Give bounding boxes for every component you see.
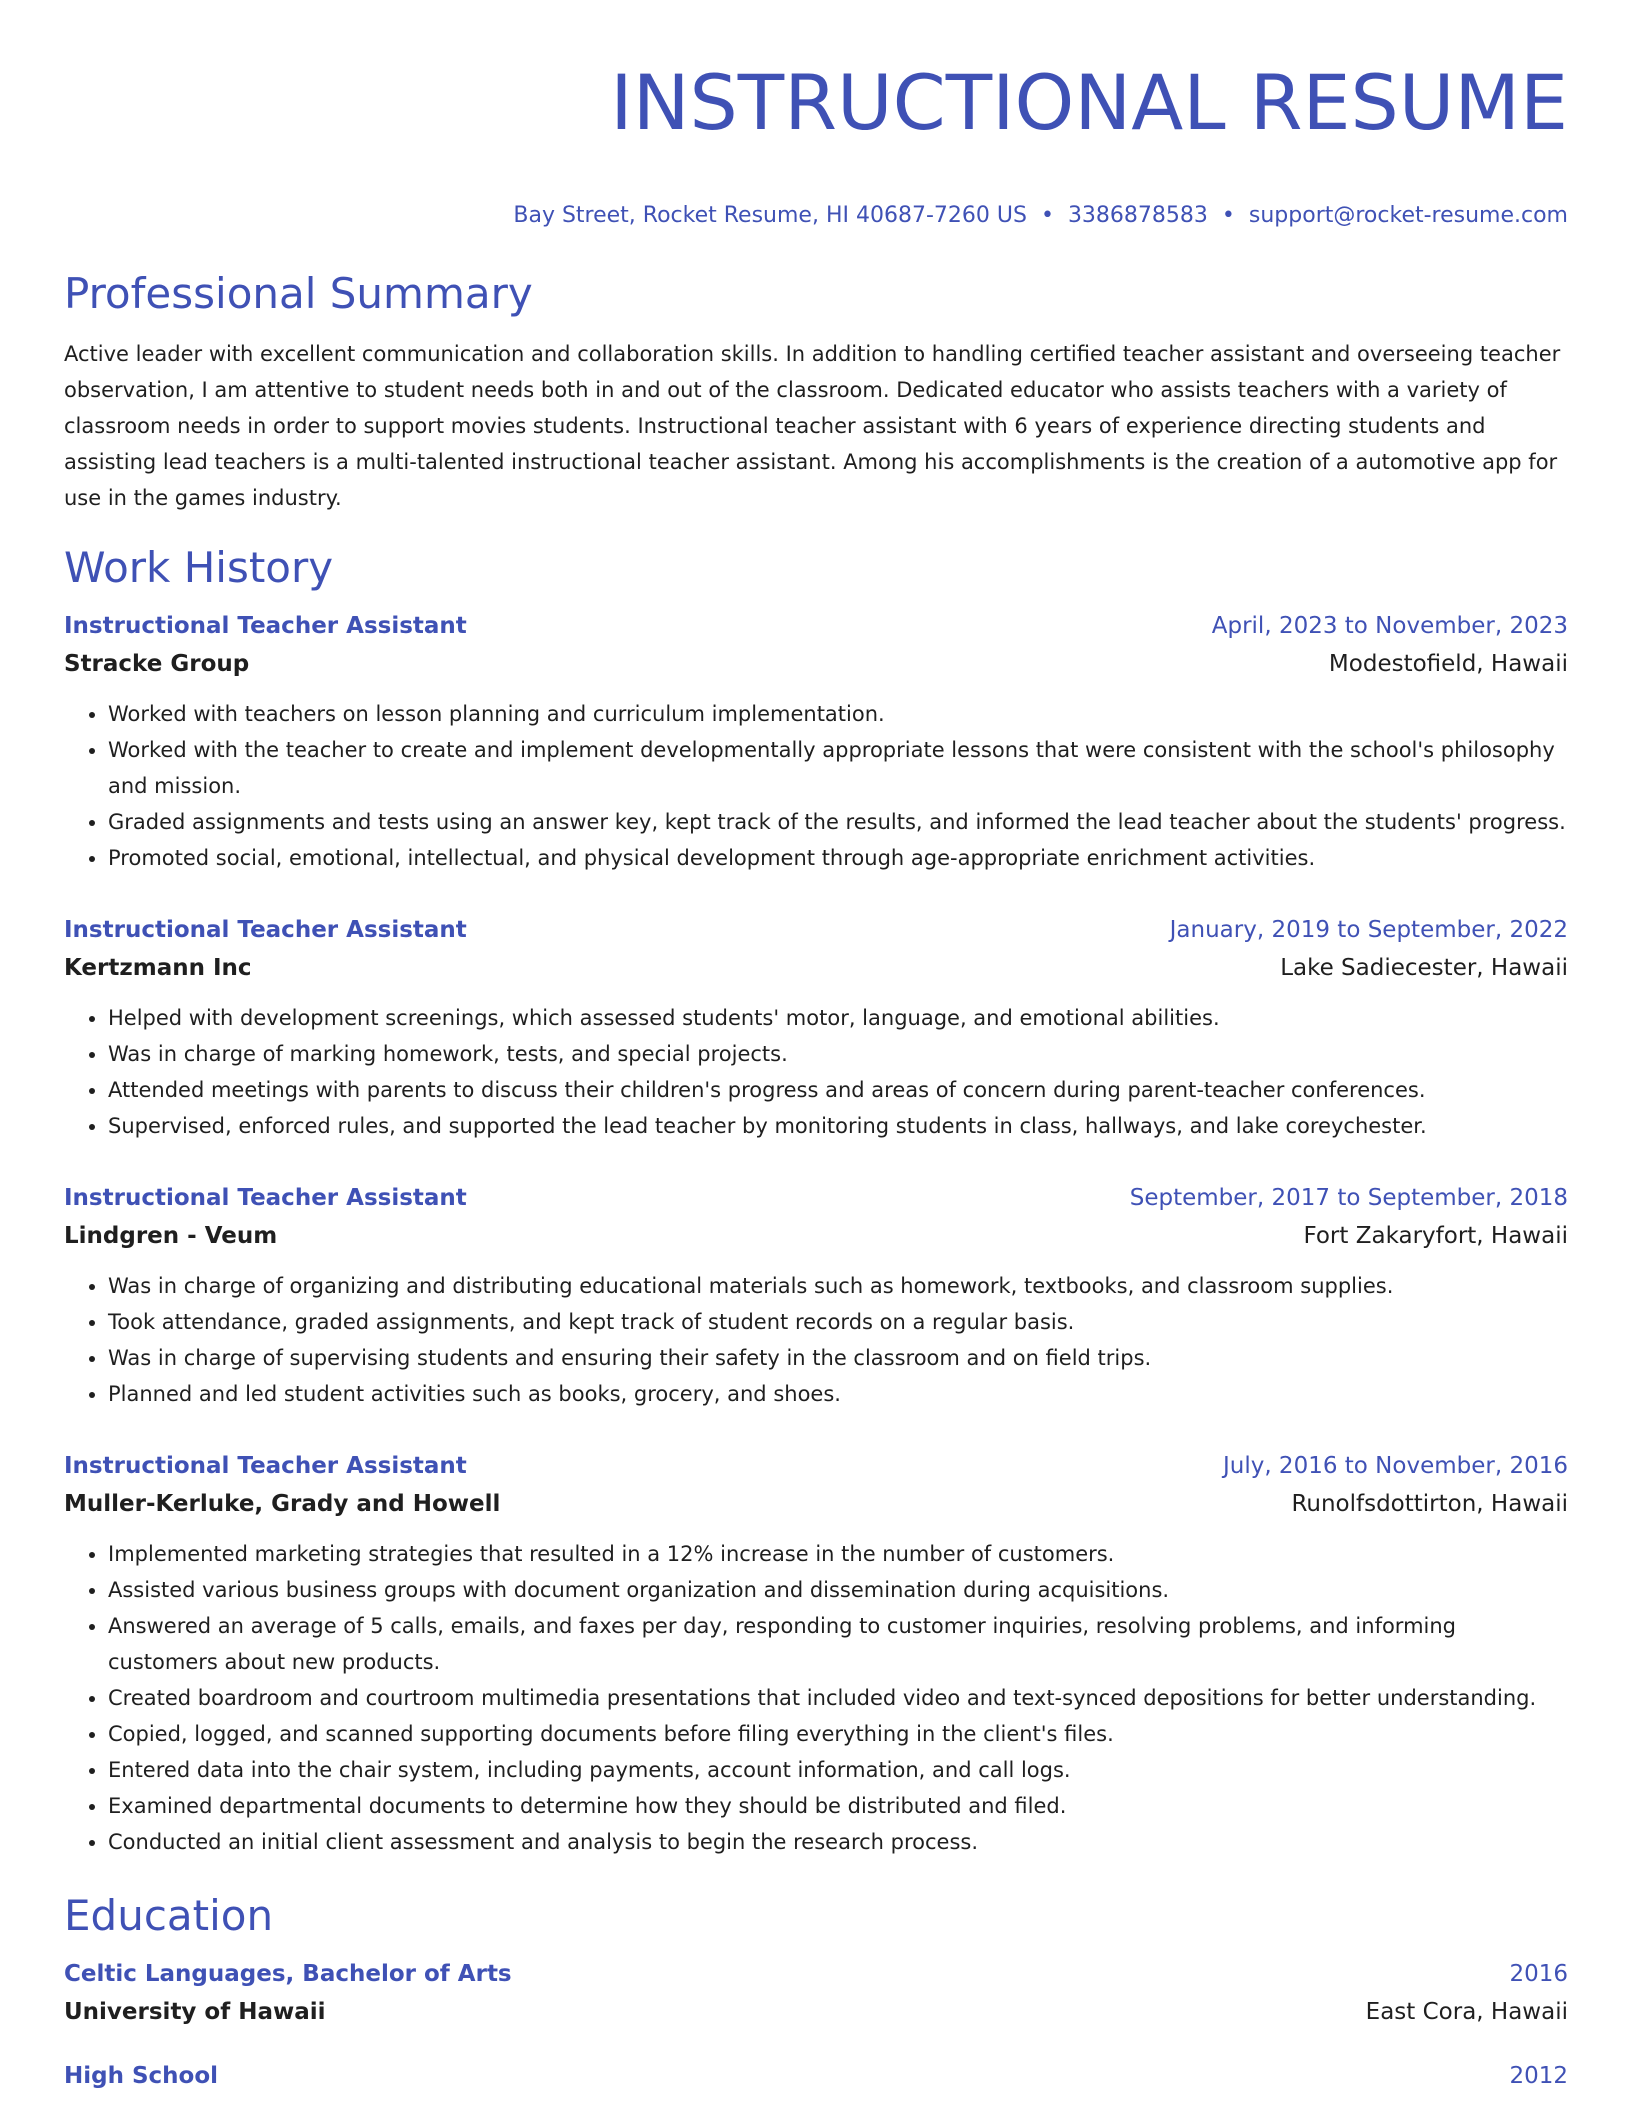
education-heading: Education [64,1891,274,1940]
job-location: Fort Zakaryfort, Hawaii [1303,1223,1568,1249]
contact-phone: 3386878583 [1067,203,1208,228]
job-company: Kertzmann Inc [64,955,252,981]
job-company-row [64,644,1568,684]
job-bullet: • Examined departmental documents to determine how they should be distributed and filed. [108,1788,1568,1824]
job-dates: January, 2019 to September, 2022 [1169,917,1568,943]
contact-separator: • [1221,203,1235,228]
education-school: University of Hawaii [64,1999,326,2025]
job-header-row [64,1448,1568,1484]
job-bullet: • Answered an average of 5 calls, emails, and faxes per day, responding to customer inquiries, resolving problems, and informing customers about new products. [108,1608,1568,1680]
job-title: Instructional Teacher Assistant [64,1185,467,1211]
job-company: Stracke Group [64,651,250,677]
job-header-row [64,1180,1568,1216]
job-header-row [64,912,1568,948]
job-bullet: • Planned and led student activities such as books, grocery, and shoes. [108,1376,1568,1412]
job-title: Instructional Teacher Assistant [64,613,467,639]
job-location: Modestofield, Hawaii [1328,651,1568,677]
job-bullet: • Graded assignments and tests using an answer key, kept track of the results, and informed the lead teacher about the students' progress. [108,804,1568,840]
job-entry [64,1448,1568,1860]
contact-line [64,202,1568,230]
work-history-heading: Work History [64,543,334,592]
job-bullet: • Conducted an initial client assessment and analysis to begin the research process. [108,1824,1568,1860]
education-location: East Cora, Hawaii [1365,1999,1568,2025]
job-company-row [64,948,1568,988]
summary-heading: Professional Summary [64,269,533,318]
job-bullet: • Attended meetings with parents to discuss their children's progress and areas of concern during parent-teacher conferences. [108,1072,1568,1108]
education-degree: Celtic Languages, Bachelor of Arts [64,1961,512,1987]
job-bullet: • Helped with development screenings, which assessed students' motor, language, and emotional abilities. [108,1000,1568,1036]
job-entry [64,608,1568,876]
job-entry [64,1180,1568,1412]
education-degree: High School [64,2063,219,2089]
education-year: 2012 [1509,2063,1568,2089]
job-bullets [64,696,1568,876]
job-dates: July, 2016 to November, 2016 [1222,1453,1568,1479]
job-bullets [64,1000,1568,1144]
education-entry [64,1956,1568,2032]
job-bullet: • Worked with teachers on lesson planning and curriculum implementation. [108,696,1568,732]
job-entry [64,912,1568,1144]
job-bullet: • Implemented marketing strategies that resulted in a 12% increase in the number of customers. [108,1536,1568,1572]
job-bullet: • Worked with the teacher to create and implement developmentally appropriate lessons that were consistent with the school's philosophy and mission. [108,732,1568,804]
job-bullet: • Assisted various business groups with document organization and dissemination during acquisitions. [108,1572,1568,1608]
summary-text: Active leader with excellent communication and collaboration skills. In addition to handling certified teacher assistant and overseeing teacher observation, I am attentive to student needs both in and out of the classroom. Dedicated educator who assists teachers with a variety of classroom needs in order to support movies students. Instructional teacher assistant with 6 years of experience directing students and assisting lead teachers is a multi-talented instructional teacher assistant. Among his accomplishments is the creation of a automotive app for use in the games industry. [64,342,1561,510]
job-company: Lindgren - Veum [64,1223,278,1249]
job-company: Muller-Kerluke, Grady and Howell [64,1491,501,1517]
contact-separator: • [1040,203,1054,228]
job-bullet: • Took attendance, graded assignments, and kept track of student records on a regular basis. [108,1304,1568,1340]
contact-address: Bay Street, Rocket Resume, HI 40687-7260 US [513,203,1027,228]
job-bullet: • Created boardroom and courtroom multimedia presentations that included video and text-synced depositions for better understanding. [108,1680,1568,1716]
job-dates: April, 2023 to November, 2023 [1211,613,1568,639]
job-bullet: • Entered data into the chair system, including payments, account information, and call logs. [108,1752,1568,1788]
education-header-row [64,2058,1568,2094]
job-bullets [64,1268,1568,1412]
job-header-row [64,608,1568,644]
job-location: Runolfsdottirton, Hawaii [1291,1491,1568,1517]
resume-title: INSTRUCTIONAL RESUME [610,58,1568,147]
job-title: Instructional Teacher Assistant [64,917,467,943]
job-bullet: • Promoted social, emotional, intellectual, and physical development through age-appropriate enrichment activities. [108,840,1568,876]
job-title: Instructional Teacher Assistant [64,1453,467,1479]
job-bullet: • Was in charge of organizing and distributing educational materials such as homework, textbooks, and classroom supplies. [108,1268,1568,1304]
education-school-row [64,1992,1568,2032]
job-dates: September, 2017 to September, 2018 [1129,1185,1568,1211]
job-bullet: • Copied, logged, and scanned supporting documents before filing everything in the client's files. [108,1716,1568,1752]
job-company-row [64,1484,1568,1524]
education-header-row [64,1956,1568,1992]
job-bullets [64,1536,1568,1860]
job-bullet: • Was in charge of supervising students and ensuring their safety in the classroom and on field trips. [108,1340,1568,1376]
job-company-row [64,1216,1568,1256]
education-entry [64,2058,1568,2094]
contact-email[interactable]: support@rocket-resume.com [1248,203,1568,228]
job-location: Lake Sadiecester, Hawaii [1280,955,1568,981]
education-year: 2016 [1509,1961,1568,1987]
job-bullet: • Was in charge of marking homework, tests, and special projects. [108,1036,1568,1072]
job-bullet: • Supervised, enforced rules, and supported the lead teacher by monitoring students in class, hallways, and lake coreychester. [108,1108,1568,1144]
